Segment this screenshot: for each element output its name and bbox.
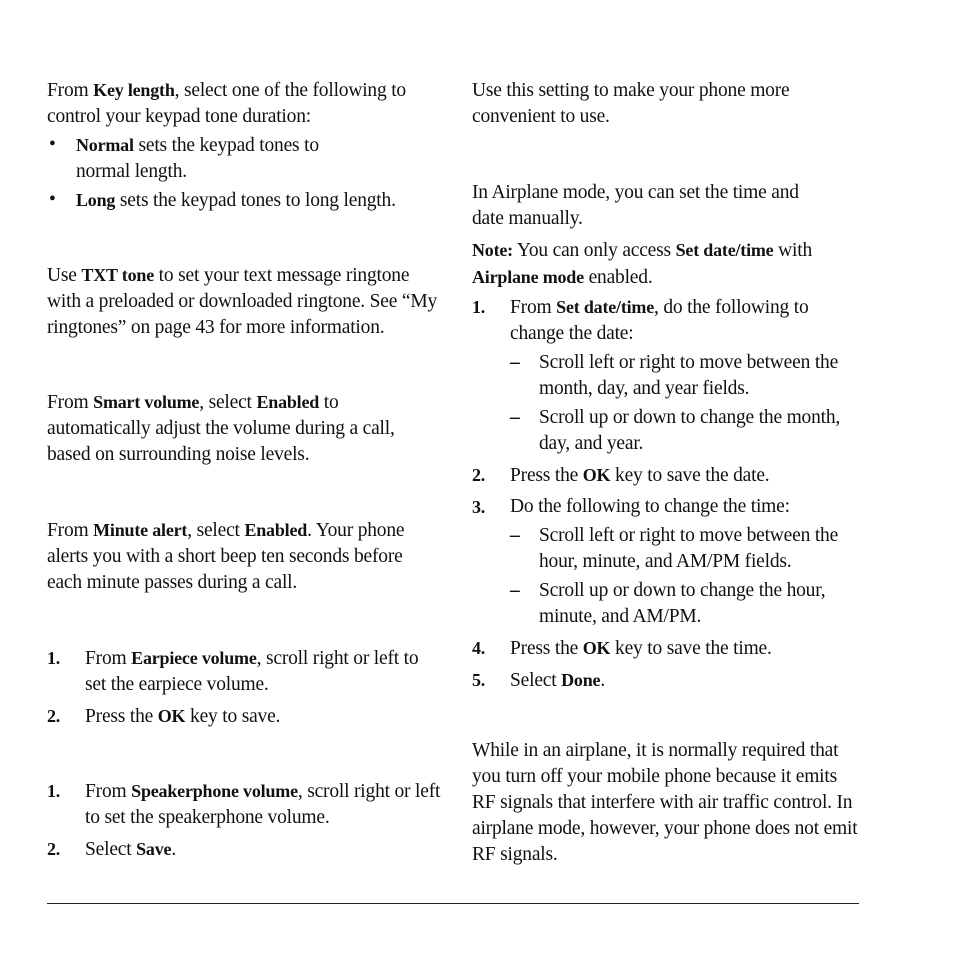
list-item: • Long sets the keypad tones to long length. (49, 189, 396, 211)
bullet-icon: • (49, 134, 56, 155)
list-item: – Scroll up or down to change the month, day, and year. (510, 407, 841, 454)
speakerphone-steps (47, 773, 442, 863)
list-item: – Scroll left or right to move between the month, day, and year fields. (510, 352, 839, 399)
earpiece-steps (47, 640, 442, 730)
convenience-paragraph: Use this setting to make your phone more convenient to use. (472, 80, 790, 127)
list-item: 2. Press the OK key to save. (47, 706, 281, 727)
key-length-section (47, 77, 442, 214)
list-item: 1. From Speakerphone volume, scroll right or left to set the speakerphone volume. (47, 781, 441, 828)
bullet-icon: • (49, 189, 56, 210)
list-item: – Scroll up or down to change the hour, minute, and AM/PM. (510, 580, 826, 627)
key-length-intro: From Key length, select one of the following to control your keypad tone duration: (47, 80, 406, 127)
dash-icon: – (510, 407, 520, 428)
dash-icon: – (510, 352, 520, 373)
list-item: 4. Press the OK key to save the time. (472, 638, 772, 659)
txt-tone-paragraph: Use TXT tone to set your text message ringtone with a preloaded or downloaded ringtone. See “My ringtones” on page 43 for more information. (47, 265, 438, 338)
list-item: 1. From Set date/time, do the following to change the date: – Scroll left or right to move between the month, day, and year fields. – Scroll up or down to change the month, day, and year. (472, 294, 864, 457)
dash-icon: – (510, 580, 520, 601)
minute-alert-paragraph: From Minute alert, select Enabled. Your phone alerts you with a short beep ten seconds before each minute passes during a call. (47, 520, 405, 593)
list-item: 2. Select Save. (47, 839, 177, 860)
list-item: – Scroll left or right to move between the hour, minute, and AM/PM fields. (510, 525, 839, 572)
smart-volume-paragraph: From Smart volume, select Enabled to automatically adjust the volume during a call, based on surrounding noise levels. (47, 392, 395, 465)
key-length-term: Key length (93, 80, 175, 100)
list-item: 5. Select Done. (472, 670, 606, 691)
list-item: 2. Press the OK key to save the date. (472, 465, 770, 486)
airplane-intro: In Airplane mode, you can set the time and date manually. (472, 182, 799, 229)
list-item: 3. Do the following to change the time: – Scroll left or right to move between the hour, minute, and AM/PM fields. – Scroll up or down to change the hour, minute, and AM/PM. (472, 494, 864, 630)
dash-icon: – (510, 525, 520, 546)
footer-divider (47, 903, 859, 904)
list-item: 1. From Earpiece volume, scroll right or left to set the earpiece volume. (47, 648, 419, 695)
note-paragraph: Note: You can only access Set date/time with Airplane mode enabled. (472, 240, 813, 288)
list-item: • Normal sets the keypad tones to normal length. (49, 134, 319, 182)
set-date-time-steps (472, 289, 864, 694)
airplane-paragraph: While in an airplane, it is normally required that you turn off your mobile phone because it emits RF signals that interfere with air traffic control. In airplane mode, however, your phone does not emit RF signals. (472, 740, 858, 865)
